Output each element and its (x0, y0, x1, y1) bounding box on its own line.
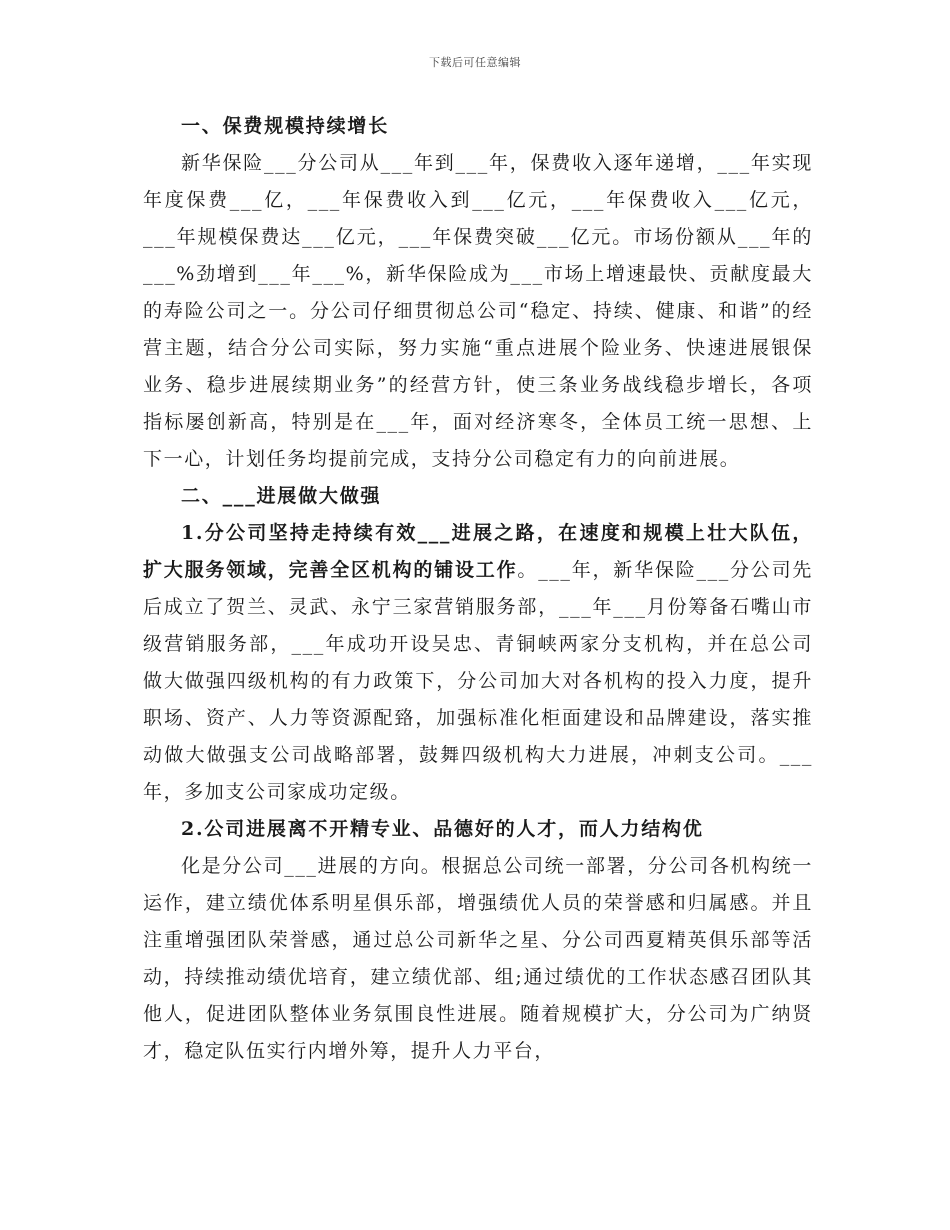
paragraph-item-2: 化是分公司___进展的方向。根据总公司统一部署，分公司各机构统一运作，建立绩优体系明星俱乐部，增强绩优人员的荣誉感和归属感。并且注重增强团队荣誉感，通过总公司新华之星、分公司西夏精英俱乐部等活动，持续推动绩优培育，建立绩优部、组;通过绩优的工作状态感召团队其他人，促进团队整体业务氛围良性进展。随着规模扩大，分公司为广纳贤才，稳定队伍实行内增外筹，提升人力平台， (143, 855, 813, 1062)
item-1-lead: 1.分公司坚持走持续有效___进展之路，在速度和规模上壮大队伍，扩大服务领域，完善全区机构的铺设工作 (143, 522, 813, 581)
download-note: 下载后可任意编辑 (429, 56, 521, 69)
item-1-text: 。___年，新华保险___分公司先后成立了贺兰、灵武、永宁三家营销服务部，___年___月份筹备石嘴山市级营销服务部，___年成功开设吴忠、青铜峡两家分支机构，并在总公司做大做强四级机构的有力政策下，分公司加大对各机构的投入力度，提升职场、资产、人力等资源配臵，加强标准化柜面建设和品牌建设，落实推动做大做强支公司战略部署，鼓舞四级机构大力进展，冲刺支公司。___年，多加支公司家成功定级。 (143, 559, 814, 803)
paragraph-premium-growth: 新华保险___分公司从___年到___年，保费收入逐年递增，___年实现年度保费___亿，___年保费收入到___亿元，___年保费收入___亿元，___年规模保费达___亿元，___年保费突破___亿元。市场份额从___年的___%劲增到___年___%，新华保险成为___市场上增速最快、贡献度最大的寿险公司之一。分公司仔细贯彻总公司“稳定、持续、健康、和谐”的经营主题，结合分公司实际，努力实施“重点进展个险业务、快速进展银保业务、稳步进展续期业务”的经营方针，使三条业务战线稳步增长，各项指标屡创新高，特别是在___年，面对经济寒冬，全体员工统一思想、上下一心，计划任务均提前完成，支持分公司稳定有力的向前进展。 (143, 152, 813, 470)
document-body (143, 108, 813, 1070)
paragraph-item-1 (143, 515, 813, 811)
section-heading-development: 二、___进展做大做强 (181, 485, 382, 507)
section-heading-premium-growth: 一、保费规模持续增长 (181, 115, 390, 137)
item-2-lead: 2.公司进展离不开精专业、品德好的人才，而人力结构优 (181, 818, 704, 840)
